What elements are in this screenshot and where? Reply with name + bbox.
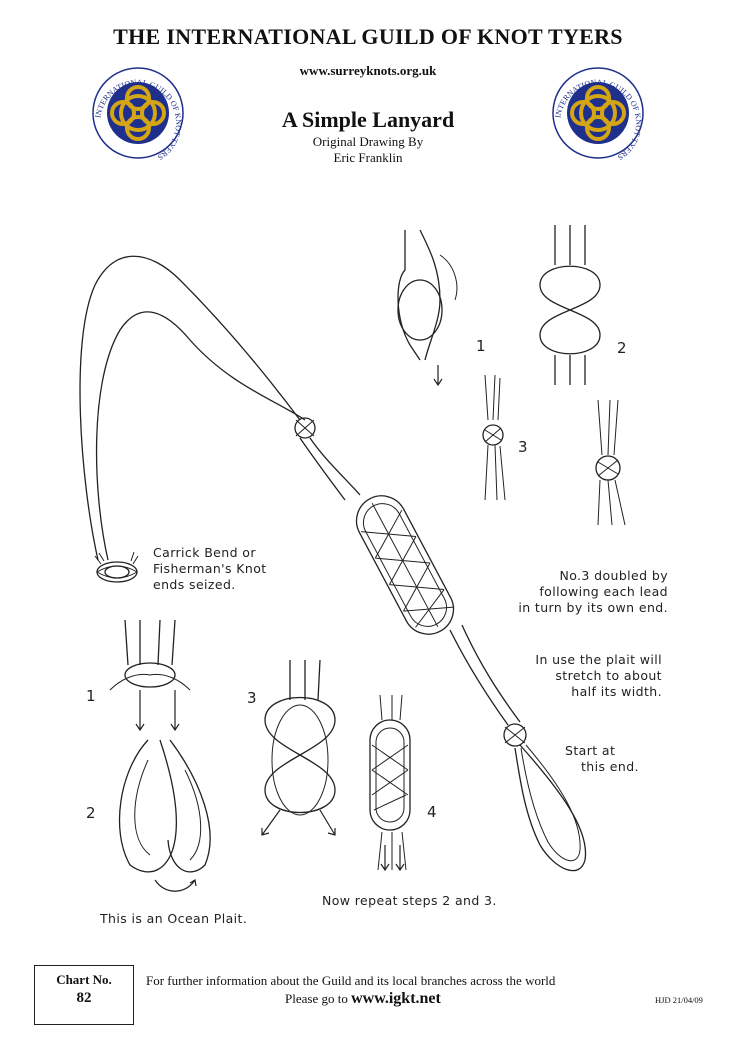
carrick-bend-knot <box>95 552 138 582</box>
start-note-line-1: Start at <box>565 743 616 758</box>
top-step-3 <box>483 375 505 500</box>
bottom-step-4 <box>370 695 410 870</box>
top-step-number-1: 1 <box>476 337 486 355</box>
plait-note-line-1: In use the plait will <box>535 652 662 667</box>
doubled-note <box>488 568 668 616</box>
chart-subtitle: A Simple Lanyard <box>281 107 455 132</box>
credit-line-2: Eric Franklin <box>333 150 403 165</box>
footer-info-line-1: For further information about the Guild and its local branches across the world <box>146 973 556 988</box>
bottom-step-1 <box>110 620 190 730</box>
bottom-step-number-2: 2 <box>86 804 96 822</box>
bottom-step-3 <box>262 660 335 835</box>
carrick-note-line-3: ends seized. <box>153 577 236 592</box>
bottom-step-number-3: 3 <box>247 689 257 707</box>
document-code: HJD 21/04/09 <box>655 995 703 1005</box>
plait-note-line-3: half its width. <box>571 684 662 699</box>
carrick-note-line-2: Fisherman's Knot <box>153 561 267 576</box>
logo-ring-text: INTERNATIONAL GUILD OF KNOT TYERS <box>93 77 184 162</box>
ocean-plait-body <box>348 487 463 643</box>
start-note-line-2: this end. <box>581 759 639 774</box>
carrick-bend-note <box>153 545 267 593</box>
plait-note-line-2: stretch to about <box>555 668 662 683</box>
lower-knot <box>504 724 526 746</box>
top-step-number-3: 3 <box>518 438 528 456</box>
top-step-4 <box>596 400 625 525</box>
guild-logo-right <box>553 68 643 162</box>
bottom-step-number-1: 1 <box>86 687 96 705</box>
footer-info-prefix: Please go to <box>285 991 348 1006</box>
doubled-note-line-1: No.3 doubled by <box>559 568 668 583</box>
repeat-steps-caption: Now repeat steps 2 and 3. <box>322 893 497 908</box>
top-step-2 <box>540 225 600 385</box>
doubled-note-line-3: in turn by its own end. <box>518 600 668 615</box>
bottom-step-number-4: 4 <box>427 803 437 821</box>
bottom-step-2 <box>120 740 211 891</box>
footer-info-line-2 <box>285 990 441 1008</box>
ocean-plait-caption: This is an Ocean Plait. <box>100 911 248 926</box>
igkt-link[interactable]: www.igkt.net <box>351 990 441 1007</box>
chart-number-value: 82 <box>76 990 92 1006</box>
page-title: THE INTERNATIONAL GUILD OF KNOT TYERS <box>113 24 623 49</box>
website-url[interactable]: www.surreyknots.org.uk <box>299 63 437 78</box>
chart-number-label: Chart No. <box>56 972 112 987</box>
start-here-note <box>565 743 639 775</box>
plait-stretch-note <box>490 652 662 700</box>
carrick-note-line-1: Carrick Bend or <box>153 545 256 560</box>
top-step-number-2: 2 <box>617 339 627 357</box>
guild-logo-left <box>93 68 183 162</box>
doubled-note-line-2: following each lead <box>539 584 668 599</box>
chart-number-box <box>34 965 134 1025</box>
top-step-1 <box>398 230 457 385</box>
credit-line-1: Original Drawing By <box>312 134 424 149</box>
upper-knot <box>295 418 315 438</box>
logo-ring-text-right: INTERNATIONAL GUILD OF KNOT TYERS <box>553 77 644 162</box>
